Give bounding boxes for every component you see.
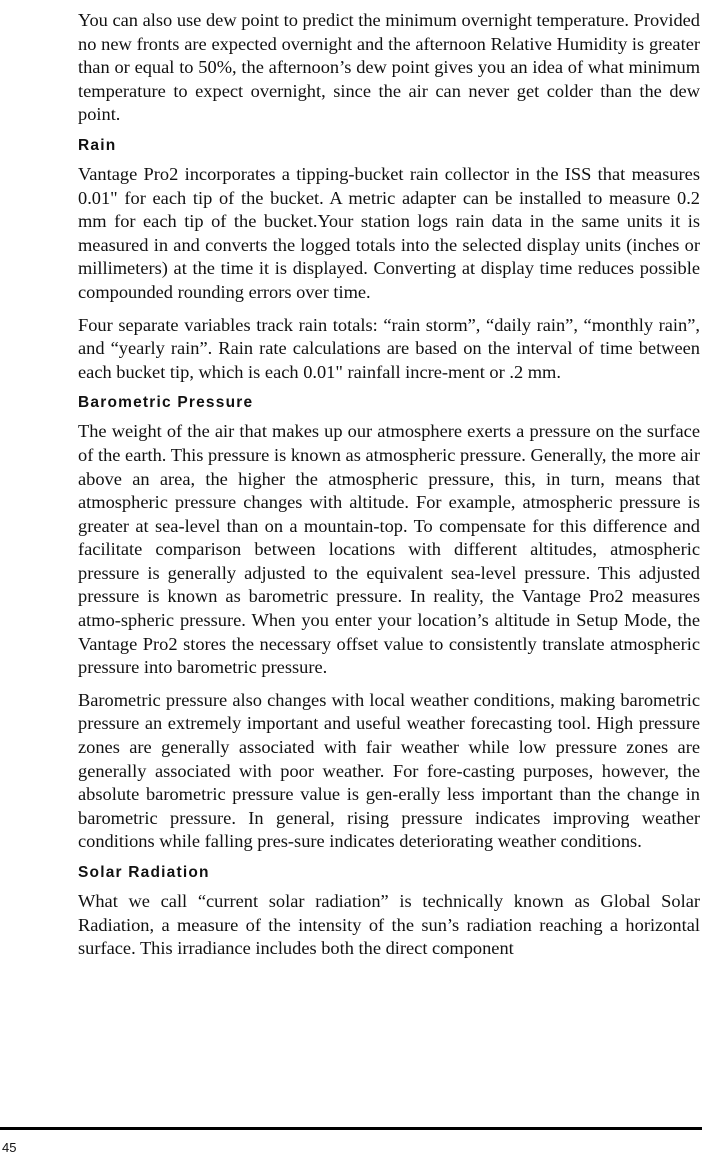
heading-rain: Rain [78, 136, 117, 154]
section-solar-radiation [78, 863, 700, 961]
section-dew-point [78, 9, 700, 127]
footer-divider [0, 1127, 702, 1130]
document-body [78, 9, 700, 970]
section-barometric-pressure [78, 393, 700, 854]
paragraph-solar-radiation: What we call “current solar radiation” is technically known as Global Solar Radiation, a measure of the intensity of the sun’s radiation reaching a horizontal surface. This irradiance includes both the direct component [78, 891, 700, 959]
section-rain [78, 136, 700, 384]
heading-barometric-pressure: Barometric Pressure [78, 394, 254, 412]
heading-solar-radiation: Solar Radiation [78, 864, 210, 881]
page-number: 45 [2, 1140, 17, 1155]
paragraph-rain-collector: Vantage Pro2 incorporates a tipping-bucket rain collector in the ISS that measures 0.01" for each tip of the bucket. A metric adapter can be installed to measure 0.2 mm for each tip of the bucket.Your station logs rain data in the same units it is measured in and converts the logged totals into the selected display units (inches or millimeters) at the time it is displayed. Converting at display time reduces possible compounded rounding errors over time. [78, 163, 700, 302]
paragraph-rain-variables: Four separate variables track rain totals: “rain storm”, “daily rain”, “monthly rain”, and “yearly rain”. Rain rate calculations are based on the interval of time between each bucket tip, which is each 0.01" rainfall incre-ment or .2 mm. [78, 314, 700, 382]
paragraph-pressure-forecasting: Barometric pressure also changes with local weather conditions, making barometric pressure an extremely important and useful weather forecasting tool. High pressure zones are generally associated with fair weather while low pressure zones are generally associated with poor weather. For fore-casting purposes, however, the absolute barometric pressure value is gen-erally less important than the change in barometric pressure. In general, rising pressure indicates improving weather conditions while falling pres-sure indicates deteriorating weather conditions. [78, 689, 700, 852]
paragraph-dew-point: You can also use dew point to predict the minimum overnight temperature. Provided no new fronts are expected overnight and the afternoon Relative Humidity is greater than or equal to 50%, the afternoon’s dew point gives you an idea of what minimum temperature to expect overnight, since the air can never get colder than the dew point. [78, 10, 700, 125]
paragraph-atmospheric-pressure: The weight of the air that makes up our atmosphere exerts a pressure on the surface of the earth. This pressure is known as atmospheric pressure. Generally, the more air above an area, the higher the atmospheric pressure, this, in turn, means that atmospheric pressure changes with altitude. For example, atmospheric pressure is greater at sea-level than on a mountain-top. To compensate for this difference and facilitate comparison between locations with different altitudes, atmospheric pressure is generally adjusted to the equivalent sea-level pressure. This adjusted pressure is known as barometric pressure. In reality, the Vantage Pro2 measures atmo-spheric pressure. When you enter your location’s altitude in Setup Mode, the Vantage Pro2 stores the necessary offset value to consistently translate atmospheric pressure into barometric pressure. [78, 421, 700, 678]
